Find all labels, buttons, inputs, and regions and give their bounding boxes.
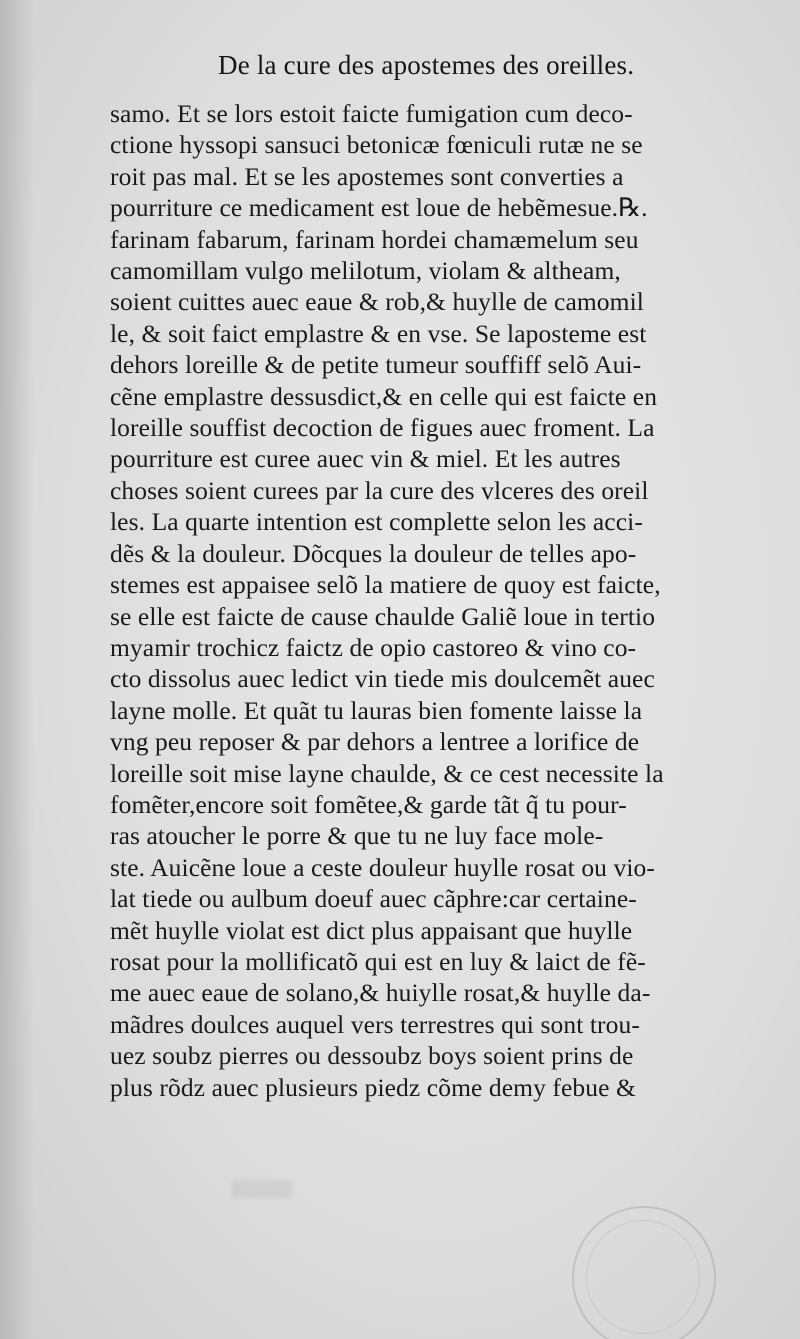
- body-text: [110, 98, 760, 1103]
- text-line: roit pas mal. Et se les apostemes sont converties a: [110, 161, 624, 191]
- text-line: samo. Et se lors estoit faicte fumigation cum deco-: [110, 99, 633, 128]
- ink-bleed-mark: [232, 1180, 292, 1198]
- text-line: lat tiede ou aulbum doeuf auec cãphre:car certaine-: [110, 884, 637, 914]
- page-gutter-shadow: [0, 0, 34, 1339]
- running-head: De la cure des apostemes des oreilles.: [218, 50, 635, 80]
- text-line: le, & soit faict emplastre & en vse. Se lapostemе est: [110, 318, 647, 348]
- text-line: cto dissolus auec ledict vin tiede mis doulcemẽt auec: [110, 664, 655, 694]
- text-line: me auec eaue de solano,& huiylle rosat,& huylle da-: [110, 978, 651, 1008]
- text-line: farinam fabarum, farinam hordei chamæmelum seu: [110, 224, 639, 254]
- library-stamp: [572, 1206, 716, 1339]
- text-line: se elle est faicte de cause chaulde Galiẽ loue in tertio: [110, 601, 656, 631]
- text-line: myamir trochicz faictz de opio castoreo & vino co-: [110, 632, 637, 662]
- text-line: ras atoucher le porre & que tu ne luy face mole-: [110, 821, 604, 851]
- text-line: uez soubz pierres ou dessoubz boys soient prins de: [110, 1041, 634, 1071]
- library-stamp-inner-ring: [586, 1220, 700, 1334]
- text-line: choses soient curees par la cure des vlceres des oreil: [110, 475, 649, 505]
- text-line: camomillam vulgo melilotum, violam & altheam,: [110, 256, 621, 286]
- text-line: layne molle. Et quãt tu lauras bien fomente laisse la: [110, 695, 643, 725]
- text-line: les. La quarte intention est complette selon les acci-: [110, 507, 643, 537]
- text-line: mãdres doulces auquel vers terrestres qui sont trou-: [110, 1009, 640, 1039]
- text-line: vng peu reposer & par dehors a lentree a lorifice de: [110, 727, 640, 757]
- text-line: pourriture ce medicament est loue de hebẽmesue.℞.: [110, 193, 648, 223]
- text-line: ste. Auicẽne loue a ceste douleur huylle rosat ou vio-: [110, 852, 655, 882]
- text-line: ctione hyssopi sansuci betonicæ fœniculi rutæ ne se: [110, 130, 643, 160]
- text-line: plus rõdz auec plusieurs piedz cõme demy febue &: [110, 1072, 636, 1102]
- text-line: rosat pour la mollificatõ qui est en luy & laict de fẽ-: [110, 946, 646, 976]
- text-line: pourriture est curee auec vin & miel. Et les autres: [110, 444, 621, 474]
- text-line: soient cuittes auec eaue & rob,& huylle de camomil: [110, 287, 644, 317]
- text-line: fomẽter,encore soit fomẽtee,& garde tãt q̃ tu pour-: [110, 789, 627, 819]
- text-line: dẽs & la douleur. Dõcques la douleur de telles apo-: [110, 538, 637, 568]
- text-line: stemes est appaisee selõ la matiere de quoy est faicte,: [110, 570, 661, 600]
- text-line: dehors loreille & de petite tumeur souffiff selõ Aui-: [110, 350, 642, 380]
- text-line: loreille souffist decoction de figues auec froment. La: [110, 413, 655, 443]
- text-line: mẽt huylle violat est dict plus appaisant que huylle: [110, 915, 633, 945]
- text-line: cẽne emplastre dessusdict,& en celle qui est faicte en: [110, 381, 658, 411]
- text-line: loreille soit mise layne chaulde, & ce cest necessite la: [110, 758, 664, 788]
